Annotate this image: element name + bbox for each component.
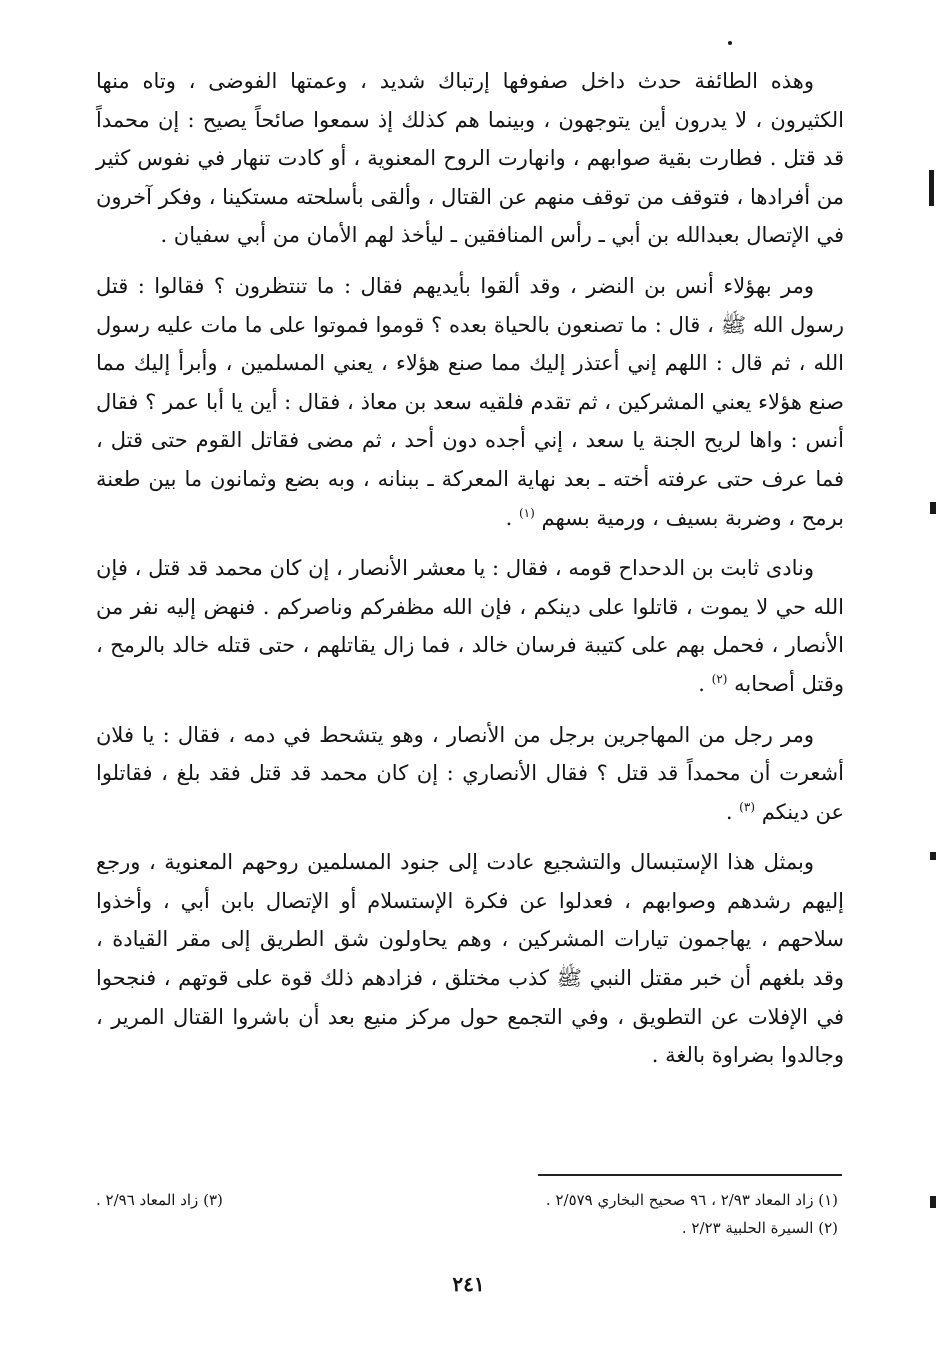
paragraph-5 [96,843,844,1075]
footnote-2: (٢) السيرة الحلبية ٢/٢٣ . [681,1219,838,1237]
footnote-1: (١) زاد المعاد ٢/٩٣ ، ٩٦ صحيح البخاري ٢/٥٧٩ . [545,1191,838,1209]
footnote-row [96,1214,838,1242]
paragraph-text: وبمثل هذا الإستبسال والتشجيع عادت إلى جنود المسلمين روحهم المعنوية ، ورجع إليهم رشدهم وصوابهم ، فعدلوا عن فكرة الإستسلام أو الإتصال بابن أبي ، وأخذوا سلاحهم ، يهاجمون تيارات المشركين ، وهم يحاولون شق الطريق إلى مقر القيادة ، وقد بلغهم أن خبر مقتل النبي ﷺ كذب مختلق ، فزادهم ذلك قوة على قوتهم ، فنجحوا في الإفلات عن التطويق ، وفي التجمع حول مركز منيع بعد أن باشروا القتال المرير ، وجالدوا بضراوة بالغة . [96,850,844,1068]
page-number: ٢٤١ [452,1272,485,1296]
footnote-ref-2[interactable]: (٢) [711,671,728,686]
footnote-ref-3[interactable]: (٣) [739,799,755,814]
footnote-3: (٣) زاد المعاد ٢/٩٦ . [96,1191,223,1209]
paragraph-2 [96,267,844,537]
ref-tail: . [698,671,712,696]
paragraph-text: ونادى ثابت بن الدحداح قومه ، فقال : يا معشر الأنصار ، إن كان محمد قد قتل ، فإن الله حي لا يموت ، قاتلوا على دينكم ، فإن الله مظفركم وناصركم . فنهض إليه نفر من الأنصار ، فحمل بهم على كتيبة فرسان خالد ، فما زال يقاتلهم ، حتى قتله خالد بالرمح ، وقتل أصحابه [96,556,844,696]
ref-tail: . [505,505,519,530]
footnote-row [96,1186,838,1214]
scan-edge-mark [930,502,936,514]
paragraph-text: وهذه الطائفة حدث داخل صفوفها إرتباك شديد ، وعمتها الفوضى ، وتاه منها الكثيرون ، لا يدرون أين يتوجهون ، وبينما هم كذلك إذ سمعوا صائحاً يصيح : إن محمداً قد قتل . فطارت بقية صوابهم ، وانهارت الروح المعنوية ، أو كادت تنهار في نفوس كثير من أفرادها ، فتوقف من توقف منهم عن القتال ، وألقى بأسلحته مستكينا ، وفكر آخرون في الإتصال بعبدالله بن أبي ـ رأس المنافقين ـ ليأخذ لهم الأمان من أبي سفيان . [96,69,844,248]
body-text [96,62,844,1087]
footnotes [96,1186,838,1242]
footnote-separator [538,1174,842,1176]
scan-edge-mark [929,170,934,206]
scan-edge-mark [930,1196,936,1208]
paragraph-4 [96,716,844,832]
paragraph-3 [96,549,844,703]
paragraph-1 [96,62,844,255]
paragraph-text: ومر رجل من المهاجرين برجل من الأنصار ، وهو يتشحط في دمه ، فقال : يا فلان أشعرت أن محمداً قد قتل ؟ فقال الأنصاري : إن كان محمد قد قتل فقد بلغ ، فقاتلوا عن دينكم [96,722,844,824]
paragraph-text: ومر بهؤلاء أنس بن النضر ، وقد ألقوا بأيديهم فقال : ما تنتظرون ؟ فقالوا : قتل رسول الله ﷺ ، قال : ما تصنعون بالحياة بعده ؟ قوموا فموتوا على ما مات عليه رسول الله ، ثم قال : اللهم إني أعتذر إليك مما صنع هؤلاء ، يعني المسلمين ، وأبرأ إليك مما صنع هؤلاء يعني المشركين ، ثم تقدم فلقيه سعد بن معاذ ، فقال : أين يا أبا عمر ؟ فقال أنس : واها لريح الجنة يا سعد ، إني أجده دون أحد ، ثم مضى فقاتل القوم حتى قتل ، فما عرف حتى عرفته أخته ـ بعد نهاية المعركة ـ ببنانه ، وبه بضع وثمانون ما بين طعنة برمح ، وضربة بسيف ، ورمية بسهم [96,273,844,530]
scan-edge-mark [930,852,936,860]
ref-tail: . [725,799,740,824]
scan-speck [728,41,732,45]
footnote-ref-1[interactable]: (١) [518,505,535,520]
